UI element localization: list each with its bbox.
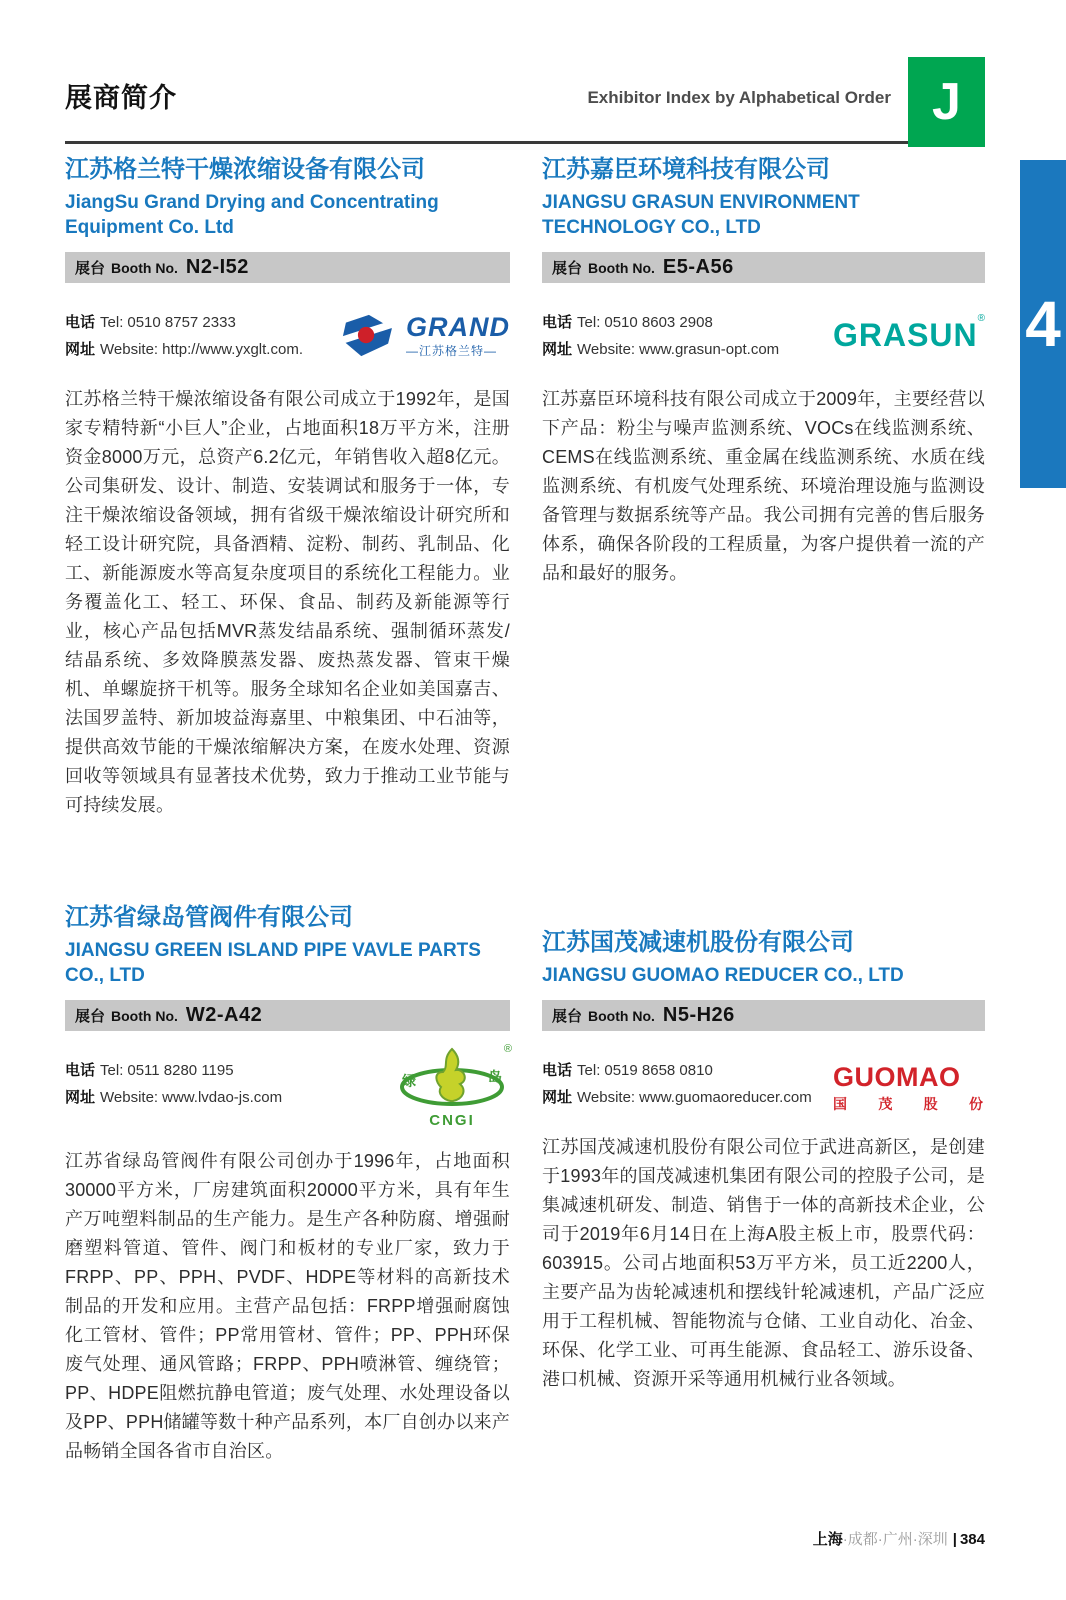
tel-label-en: Tel: — [577, 314, 601, 331]
tel-row — [65, 309, 303, 336]
registered-mark-icon: ® — [977, 313, 985, 324]
tel-label-en: Tel: — [100, 314, 124, 331]
grasun-logo — [832, 313, 985, 354]
company-description: 江苏国茂减速机股份有限公司位于武进高新区，是创建于1993年的国茂减速机集团有限公司的控股子公司，是集减速机研发、制造、销售于一体的高新技术企业，公司于2019年6月14日在上海A股主板上市，股票代码：603915。公司占地面积53万平方米，员工近2200人，主要产品为齿轮减速机和摆线针轮减速机，产品广泛应用于工程机械、智能物流与仓储、工业自动化、冶金、环保、化学工业、可再生能源、食品轻工、游乐设备、港口机械、资源开采等通用机械行业各领域。 — [542, 1137, 985, 1389]
contact-block — [542, 309, 985, 367]
cngi-logo — [394, 1045, 510, 1129]
registered-mark-icon: ® — [503, 1043, 512, 1055]
website-value: www.lvdao-js.com — [162, 1089, 283, 1106]
footer-divider: | — [952, 1531, 957, 1548]
exhibitor-card-grasun — [542, 152, 985, 820]
company-name-en: JIANGSU GUOMAO REDUCER CO., LTD — [542, 965, 904, 986]
footer-cities: ·成都·广州·深圳 — [842, 1531, 948, 1548]
company-name-cn: 江苏格兰特干燥浓缩设备有限公司 — [65, 156, 425, 183]
contact-block — [65, 1043, 512, 1129]
tel-value: 0510 8603 2908 — [604, 314, 713, 331]
website-row — [542, 1084, 812, 1111]
contact-lines — [542, 1057, 812, 1111]
guomao-wordmark: GUOMAO — [833, 1062, 961, 1092]
company-heading — [542, 152, 985, 240]
letter-index-badge: J — [908, 57, 985, 147]
cngi-logo-icon — [394, 1045, 510, 1111]
exhibitor-card-green-island — [65, 900, 510, 1466]
company-name-en: JiangSu Grand Drying and Concentrating Equipment Co. Ltd — [65, 192, 439, 238]
tel-row — [542, 309, 779, 336]
company-description: 江苏省绿岛管阀件有限公司创办于1996年，占地面积30000平方米，厂房建筑面积20000平方米，具有年生产万吨塑料制品的生产能力。是生产各种防腐、增强耐磨塑料管道、管件、阀门和板材的专业厂家，致力于FRPP、PP、PPH、PVDF、HDPE等材料的高新技术制品的开发和应用。主营产品包括：FRPP增强耐腐蚀化工管材、管件；PP常用管材、管件；PP、PPH环保废气处理、通风管路；FRPP、PPH喷淋管、缠绕管；PP、HDPE阻燃抗静电管道；废气处理、水处理设备以及PP、PPH储罐等数十种产品系列，本厂自创办以来产品畅销全国各省市自治区。 — [65, 1151, 510, 1461]
website-value: www.guomaoreducer.com — [639, 1089, 812, 1106]
company-heading — [65, 900, 510, 988]
footer-city-primary: 上海 — [812, 1531, 843, 1548]
company-heading — [542, 900, 985, 988]
contact-block — [542, 1057, 985, 1115]
website-row — [65, 1084, 282, 1111]
tel-label-en: Tel: — [100, 1062, 124, 1079]
tel-label-en: Tel: — [577, 1062, 601, 1079]
website-label-cn: 网址 — [65, 341, 96, 358]
booth-label-cn: 展台 — [75, 260, 106, 277]
website-row — [65, 336, 303, 363]
website-label-en: Website: — [577, 341, 636, 358]
website-row — [542, 336, 779, 363]
tel-label-cn: 电话 — [542, 1062, 573, 1079]
cngi-char-left: 绿 — [402, 1073, 416, 1089]
grand-wordmark: GRAND — [406, 311, 510, 342]
website-label-cn: 网址 — [542, 341, 573, 358]
company-name-cn: 江苏嘉臣环境科技有限公司 — [542, 156, 830, 183]
contact-lines — [65, 309, 303, 363]
booth-bar — [542, 252, 985, 283]
booth-label-en: Booth No. — [588, 259, 655, 276]
tel-label-cn: 电话 — [542, 314, 573, 331]
website-label-en: Website: — [100, 341, 159, 358]
exhibitor-card-grand — [65, 152, 510, 820]
grand-logo-icon — [336, 313, 398, 359]
booth-label-cn: 展台 — [552, 1008, 583, 1025]
website-label-en: Website: — [577, 1089, 636, 1106]
footer-page-number: 384 — [959, 1531, 985, 1548]
booth-number: W2-A42 — [185, 1004, 263, 1026]
guomao-logo — [833, 1063, 985, 1114]
grand-logo-text — [406, 311, 510, 359]
website-value: www.grasun-opt.com — [639, 341, 780, 358]
cngi-wordmark: CNGI — [429, 1112, 475, 1129]
booth-label-cn: 展台 — [552, 260, 583, 277]
exhibitor-grid — [65, 152, 985, 1466]
website-label-cn: 网址 — [65, 1089, 96, 1106]
page-footer — [813, 1528, 985, 1549]
booth-label-en: Booth No. — [588, 1007, 655, 1024]
section-number-tab: 4 — [1020, 160, 1066, 488]
company-heading — [65, 152, 510, 240]
tel-row — [542, 1057, 812, 1084]
website-value: http://www.yxglt.com. — [162, 341, 303, 358]
grand-wordmark-sub: —江苏格兰特— — [406, 343, 498, 358]
contact-block — [65, 309, 510, 367]
tel-row — [65, 1057, 282, 1084]
contact-lines — [542, 309, 779, 363]
grand-logo — [336, 313, 510, 359]
tel-value: 0519 8658 0810 — [604, 1062, 713, 1079]
booth-label-en: Booth No. — [111, 259, 178, 276]
booth-number: E5-A56 — [662, 256, 734, 278]
booth-label-cn: 展台 — [75, 1008, 106, 1025]
cngi-char-right: 岛 — [488, 1069, 502, 1085]
booth-number: N5-H26 — [662, 1004, 735, 1026]
company-name-cn: 江苏国茂减速机股份有限公司 — [542, 929, 854, 956]
tel-label-cn: 电话 — [65, 1062, 96, 1079]
tel-label-cn: 电话 — [65, 314, 96, 331]
tel-value: 0510 8757 2333 — [127, 314, 236, 331]
booth-bar — [65, 252, 510, 283]
booth-label-en: Booth No. — [111, 1007, 178, 1024]
company-description: 江苏嘉臣环境科技有限公司成立于2009年，主要经营以下产品：粉尘与噪声监测系统、VOCs在线监测系统、CEMS在线监测系统、重金属在线监测系统、水质在线监测系统、有机废气处理系统、环境治理设施与监测设备管理与数据系统等产品。我公司拥有完善的售后服务体系，确保各阶段的工程质量，为客户提供着一流的产品和最好的服务。 — [542, 389, 985, 583]
website-label-cn: 网址 — [542, 1089, 573, 1106]
booth-bar — [65, 1000, 510, 1031]
header-subtitle: Exhibitor Index by Alphabetical Order — [587, 88, 891, 107]
grasun-wordmark: GRASUN — [832, 317, 978, 353]
company-name-en: JIANGSU GREEN ISLAND PIPE VAVLE PARTS CO., LTD — [65, 940, 481, 986]
company-name-en: JIANGSU GRASUN ENVIRONMENT TECHNOLOGY CO., LTD — [542, 192, 860, 238]
tel-value: 0511 8280 1195 — [127, 1062, 234, 1079]
company-name-cn: 江苏省绿岛管阀件有限公司 — [65, 904, 353, 931]
website-label-en: Website: — [100, 1089, 159, 1106]
booth-bar — [542, 1000, 985, 1031]
page-title: 展商简介 — [65, 83, 177, 113]
header-rule — [65, 141, 985, 144]
booth-number: N2-I52 — [185, 256, 249, 278]
guomao-wordmark-sub: 国茂股份 — [833, 1096, 983, 1112]
exhibitor-card-guomao — [542, 900, 985, 1466]
company-description: 江苏格兰特干燥浓缩设备有限公司成立于1992年，是国家专精特新“小巨人”企业，占地面积18万平方米，注册资金8000万元，总资产6.2亿元，年销售收入超8亿元。公司集研发、设计、制造、安装调试和服务于一体，专注干燥浓缩设备领域，拥有省级干燥浓缩设计研究所和轻工设计研究院，具备酒精、淀粉、制药、乳制品、化工、新能源废水等高复杂度项目的系统化工程能力。业务覆盖化工、轻工、环保、食品、制药及新能源等行业，核心产品包括MVR蒸发结晶系统、强制循环蒸发/结晶系统、多效降膜蒸发器、废热蒸发器、管束干燥机、单螺旋挤干机等。服务全球知名企业如美国嘉吉、法国罗盖特、新加坡益海嘉里、中粮集团、中石油等，提供高效节能的干燥浓缩解决方案，在废水处理、资源回收等领域具有显著技术优势，致力于推动工业节能与可持续发展。 — [65, 389, 510, 815]
contact-lines — [65, 1057, 282, 1111]
